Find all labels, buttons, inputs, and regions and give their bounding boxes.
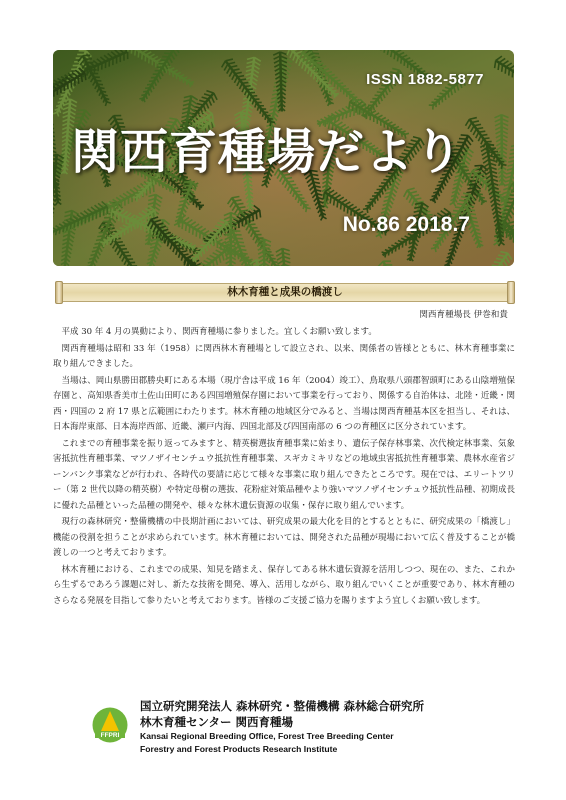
paragraph: 林木育種における、これまでの成果、知見を踏まえ、保存してある林木遺伝資源を活用しつつ、現在の、また、これから生ずるであろう課題に対し、新たな技術を開発、導入、活用しながら、取り組んでいくことが重要であり、林木育種のさらなる発展を目指して参りたいと考えております。皆様のご支援ご協力を賜りますよう宜しくお願い致します。 — [53, 564, 515, 606]
article-title: 林木育種と成果の橋渡し — [227, 286, 343, 298]
issue-number: No.86 2018.7 — [342, 213, 470, 236]
organization-block — [140, 698, 510, 756]
org-name-line2: 林木育種センター 関西育種場 — [140, 715, 294, 729]
ffpri-logo-icon — [92, 707, 128, 743]
paragraph: 当場は、岡山県勝田郡勝央町にある本場（現庁舎は平成 16 年（2004）竣工）、鳥取県八頭郡智頭町にある山陰増殖保存園と、高知県香美市土佐山田町にある四国増殖保存園において事業を行っており、関係する自治体は、北陸・近畿・関西・四国の 2 府 17 県と広範囲にわたります。林木育種の地域区分でみると、当場は関西育種基本区を担当し、それは、日本海岸東部、日本海岸西部、近畿、瀬戸内海、四国北部及び四国南部の 6 つの育種区に区分されています。 — [53, 375, 515, 432]
paragraph: 平成 30 年 4 月の異動により、関西育種場に参りました。宜しくお願い致します。 — [61, 327, 377, 337]
article-body — [53, 325, 515, 610]
org-name-line1: 国立研究開発法人 森林研究・整備機構 森林総合研究所 — [140, 699, 425, 713]
newsletter-title: 関西育種場だより — [71, 124, 464, 180]
org-name-en-line1: Kansai Regional Breeding Office, Forest Tree Breeding Center — [140, 731, 394, 741]
cover-image — [53, 50, 514, 266]
paragraph: 現行の森林研究・整備機構の中長期計画においては、研究成果の最大化を目的とするとともに、研究成果の「橋渡し」機能の役割を担うことが求められています。林木育種においては、開発された品種が現場において広く普及することが橋渡しの一つと考えております。 — [53, 517, 515, 558]
org-name-en-line2: Forestry and Forest Products Research Institute — [140, 744, 338, 754]
issn-number: ISSN 1882-5877 — [366, 71, 484, 88]
logo-text: FFPRI — [100, 732, 120, 739]
paragraph: 関西育種場は昭和 33 年（1958）に関西林木育種場として設立され、以来、関係者の皆様とともに、林木育種事業に取り組んできました。 — [53, 343, 515, 369]
article-author: 関西育種場長 伊巻和貴 — [419, 310, 508, 320]
article-title-banner — [62, 283, 508, 302]
paragraph: これまでの育種事業を振り返ってみますと、精英樹選抜育種事業に始まり、遺伝子保存林事業、次代検定林事業、気象害抵抗性育種事業、マツノザイセンチュウ抵抗性育種事業、スギカミキリなどの地域虫害抵抗性育種事業、農林水産省ジーンバンク事業などが行われ、各時代の要請に応じて様々な事業に取り組んできたところです。現在では、エリートツリー（第 2 世代以降の精英樹）や特定母樹の選抜、花粉症対策品種やより強いマツノザイセンチュウ抵抗性品種、初期成長に優れた品種といった品種の開発や、様々な林木遺伝資源の収集・保存に取り組んでいます。 — [53, 438, 515, 511]
